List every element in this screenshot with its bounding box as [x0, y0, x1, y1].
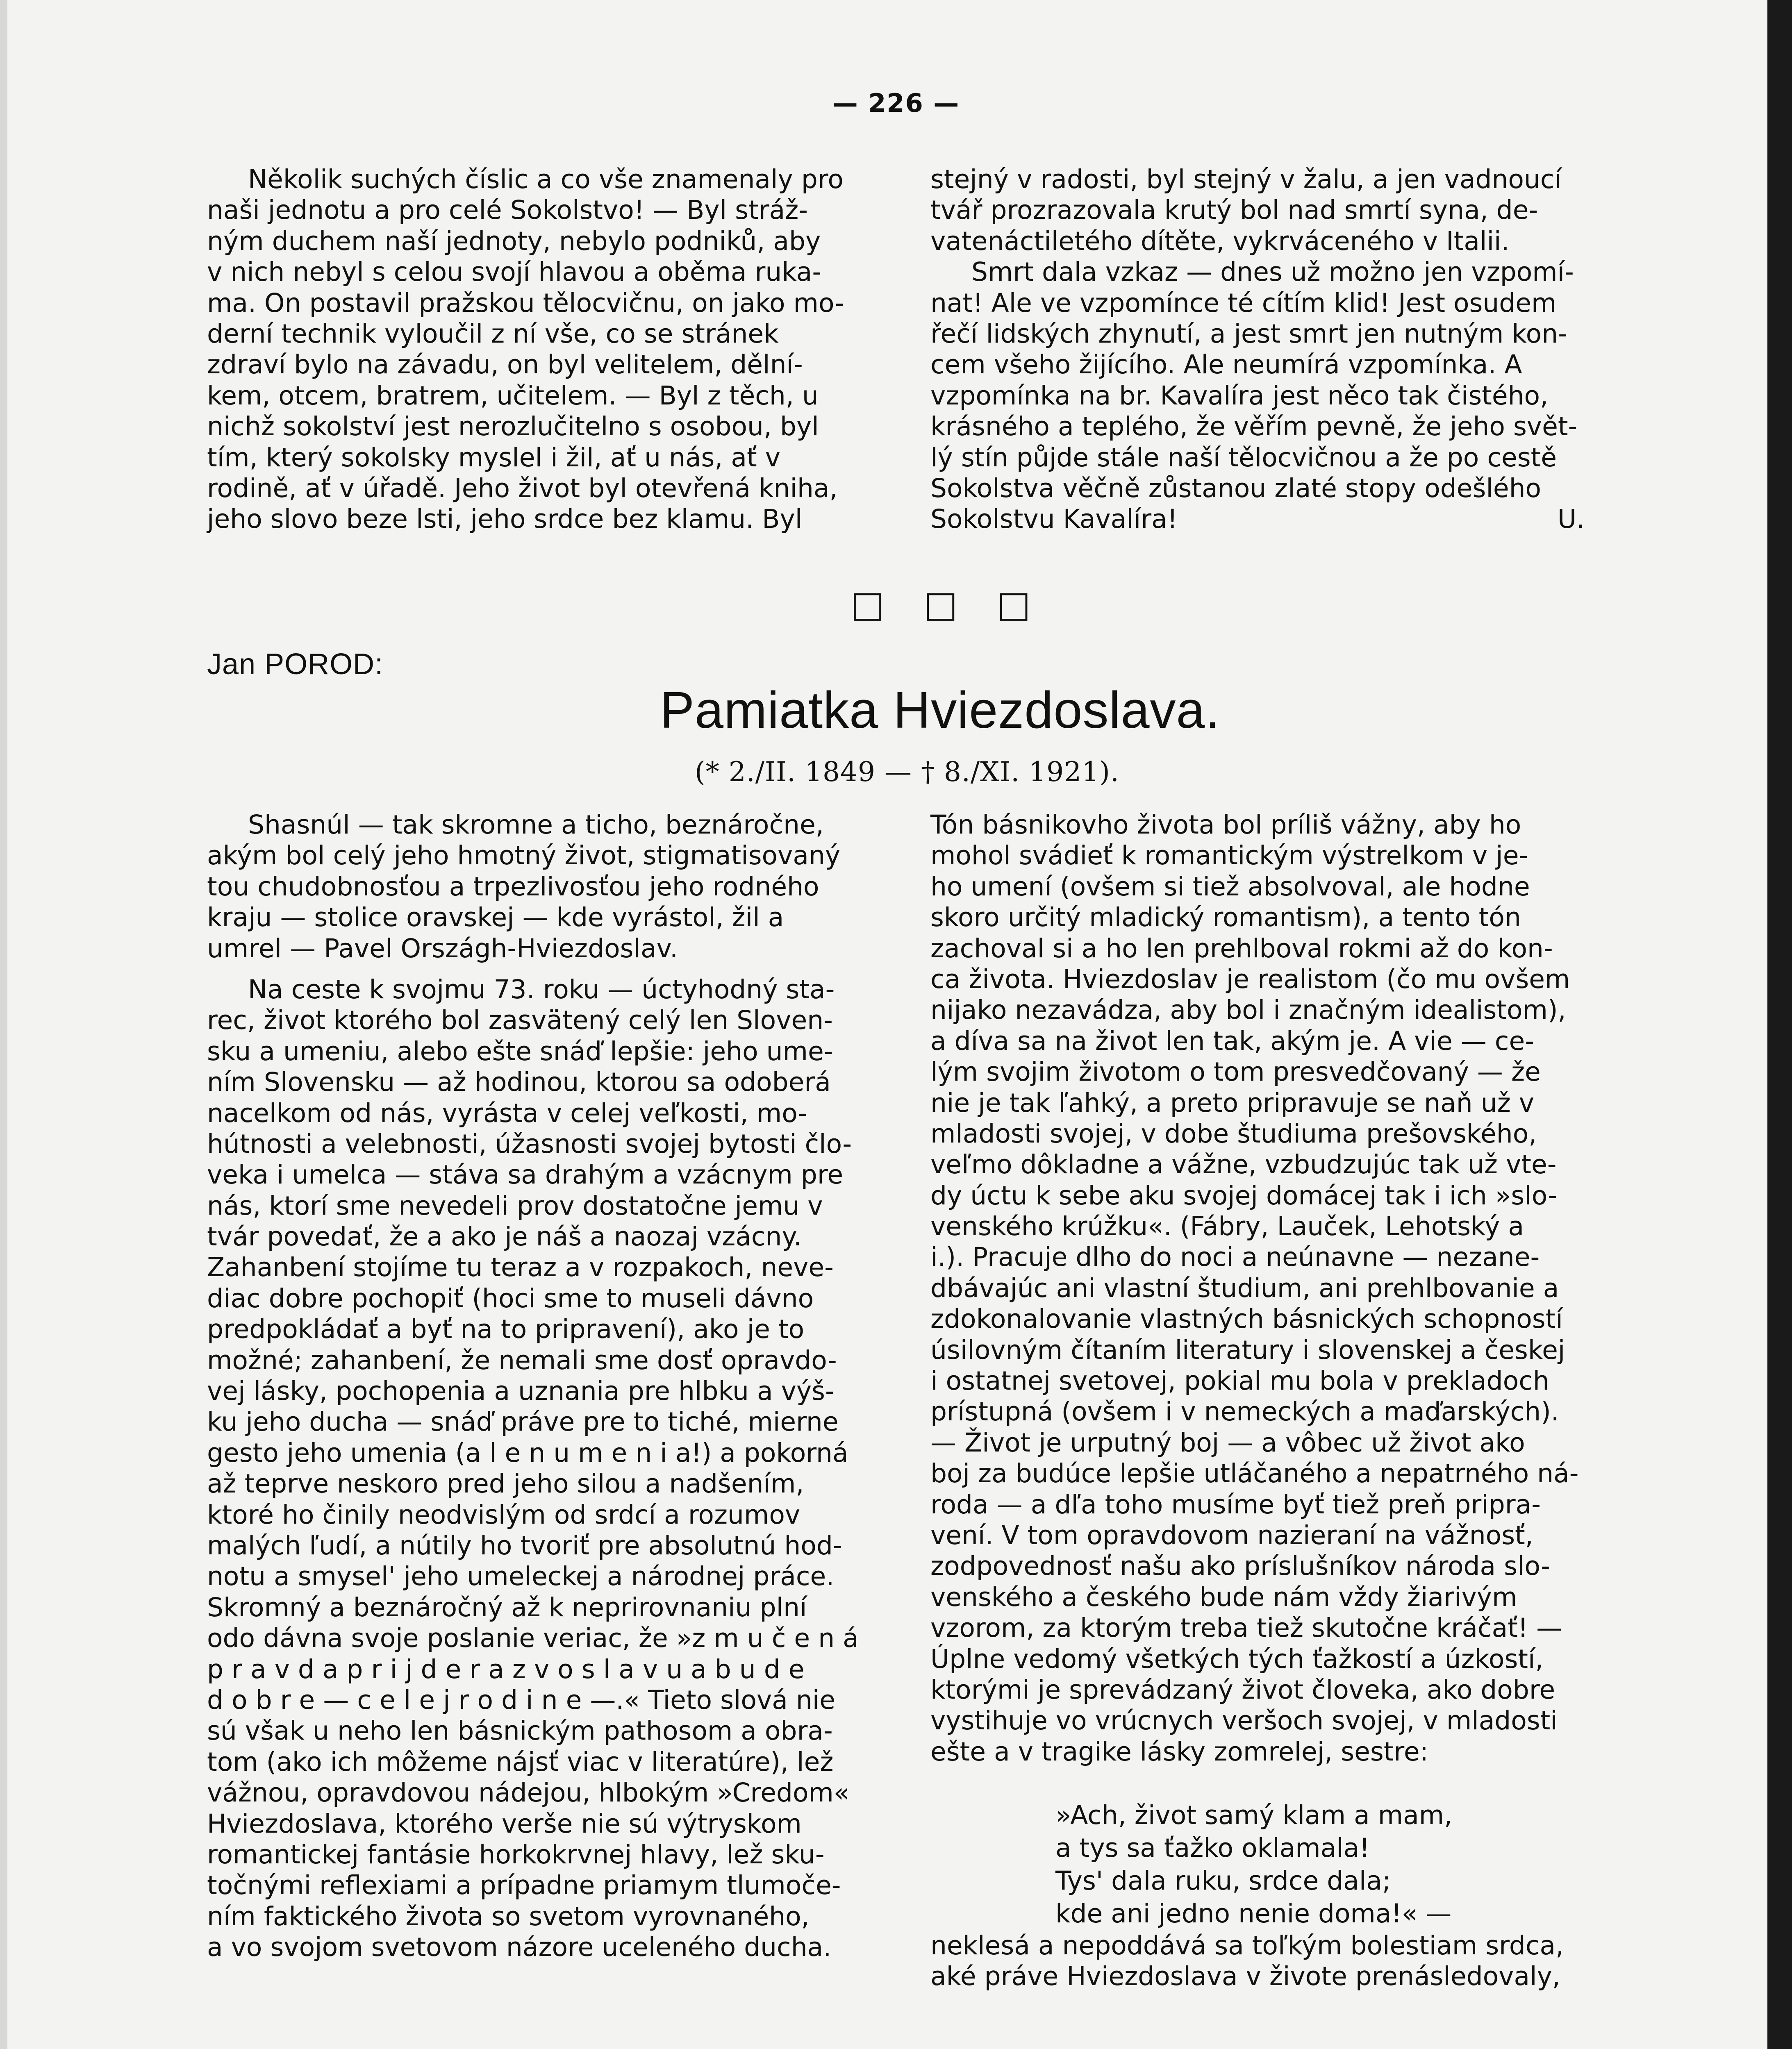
text-line: Několik suchých číslic a co vše znamenaly pro	[248, 164, 844, 194]
poem-line: a tys sa ťažko oklamala!	[1055, 1833, 1370, 1863]
text-line: dbávajúc ani vlastní študium, ani prehlbovanie a	[930, 1273, 1559, 1303]
text-line: Shasnúl — tak skromne a ticho, beznáročne,	[248, 810, 824, 840]
article-title: Pamiatka Hviezdoslava.	[660, 681, 1220, 739]
text-line: zdokonalovanie vlastných básnických schopností	[930, 1304, 1563, 1334]
text-fragment: Sokolstvu Kavalíra!	[930, 504, 1178, 534]
text-line: ešte a v tragike lásky zomrelej, sestre:	[930, 1736, 1428, 1767]
text-line: sku a umeniu, alebo ešte snáď lepšie: jeho ume-	[207, 1036, 833, 1066]
text-line: a vo svojom svetovom názore uceleného ducha.	[207, 1932, 832, 1963]
article-left-column	[207, 809, 859, 1963]
text-line: tou chudobnosťou a trpezlivosťou jeho rodného	[207, 871, 819, 902]
text-line: umrel — Pavel Országh-Hviezdoslav.	[207, 933, 678, 963]
article-closing-lines	[930, 1930, 1564, 1992]
poem-line: kde ani jedno nenie doma!« —	[1055, 1899, 1452, 1929]
text-line: tvár povedať, že a ako je náš a naozaj vzácny.	[207, 1222, 802, 1252]
text-line: — Život je urputný boj — a vôbec už život ako	[930, 1427, 1525, 1458]
section-separator	[851, 583, 1031, 625]
text-line: nacelkom od nás, vyrásta v celej veľkosti, mo-	[207, 1098, 807, 1128]
text-line: prístupná (ovšem i v nemeckých a maďarských).	[930, 1397, 1559, 1427]
text-line: zodpovednosť našu ako príslušníkov národa slo-	[930, 1551, 1550, 1581]
text-line: malých ľudí, a nútily ho tvoriť pre absolutnú hod-	[207, 1530, 842, 1561]
text-line: ním faktického života so svetom vyrovnaného,	[207, 1901, 810, 1931]
text-line: veka i umelca — stáva sa drahým a vzácnym pre	[207, 1160, 844, 1190]
text-line: kem, otcem, bratrem, učitelem. — Byl z těch, u	[207, 380, 819, 411]
text-line: lý stín půjde stále naší tělocvičnou a že po cestě	[930, 442, 1557, 472]
text-line: ma. On postavil pražskou tělocvičnu, on jako mo-	[207, 288, 844, 318]
text-line: hútnosti a velebnosti, úžasnosti svojej bytosti člo-	[207, 1129, 852, 1159]
text-line: diac dobre pochopiť (hoci sme to museli dávno	[207, 1283, 814, 1313]
text-line: ktorými je sprevádzaný život človeka, ako dobre	[930, 1674, 1555, 1705]
text-line: nichž sokolství jest nerozlučitelno s osobou, byl	[207, 411, 819, 442]
text-line: Sokolstva věčně zůstanou zlaté stopy odešlého	[930, 473, 1542, 503]
text-line: vatenáctiletého dítěte, vykrváceného v Italii.	[930, 226, 1510, 256]
text-line: nijako nezavádza, aby bol i značným idealistom),	[930, 995, 1566, 1025]
text-line: rodině, ať v úřadě. Jeho život byl otevřená kniha,	[207, 473, 838, 503]
text-line: akým bol celý jeho hmotný život, stigmatisovaný	[207, 840, 841, 871]
text-line-with-signature	[930, 504, 1619, 534]
text-line: predpokládať a byť na to pripravení), ako je to	[207, 1314, 805, 1345]
text-line: nie je tak ľahký, a preto pripravuje se naň už v	[930, 1088, 1535, 1118]
text-line: Úplne vedomý všetkých tých ťažkostí a úzkostí,	[930, 1644, 1544, 1674]
text-line: Na ceste k svojmu 73. roku — úctyhodný sta-	[248, 974, 835, 1004]
text-line: možné; zahanbení, že nemali sme dosť opravdo-	[207, 1345, 837, 1375]
text-line: ným duchem naší jednoty, nebylo podniků, aby	[207, 226, 821, 256]
article-right-column	[930, 809, 1578, 1767]
text-line: sú však u neho len básnickým pathosom a obra-	[207, 1716, 833, 1746]
text-line: zachoval si a ho len prehlboval rokmi až do kon-	[930, 933, 1553, 963]
text-line: odo dávna svoje poslanie veriac, že »z m u č e n á	[207, 1623, 859, 1654]
text-line: Zahanbení stojíme tu teraz a v rozpakoch, neve-	[207, 1252, 834, 1283]
square-ornament-icon: □	[923, 583, 958, 625]
text-line: naši jednotu a pro celé Sokolstvo! — Byl stráž-	[207, 195, 808, 225]
text-line: točnými reflexiami a prípadne priamym tlumoče-	[207, 1870, 841, 1901]
text-line: i.). Pracuje dlho do noci a neúnavne — nezane-	[930, 1242, 1540, 1272]
text-line: neklesá a nepoddává sa toľkým bolestiam srdca,	[930, 1931, 1564, 1960]
text-line: ca života. Hviezdoslav je realistom (čo mu ovšem	[930, 964, 1570, 994]
text-line: Skromný a beznáročný až k neprirovnaniu plní	[207, 1592, 807, 1622]
text-line: mohol svádieť k romantickým výstrelkom v je-	[930, 840, 1528, 871]
text-line: rec, život ktorého bol zasvätený celý len Sloven-	[207, 1005, 833, 1036]
text-line: venského a českého bude nám vždy žiarivým	[930, 1582, 1517, 1612]
text-line: řečí lidských zhynutí, a jest smrt jen nutným kon-	[930, 318, 1567, 349]
text-line: venského krúžku«. (Fábry, Lauček, Lehotský a	[930, 1211, 1524, 1242]
text-line: i ostatnej svetovej, pokial mu bola v prekladoch	[930, 1366, 1549, 1396]
text-line: vej lásky, pochopenia a uznania pre hlbku a výš-	[207, 1376, 835, 1406]
article-dates: (* 2./II. 1849 — † 8./XI. 1921).	[695, 756, 1119, 788]
square-ornament-icon: □	[996, 583, 1031, 625]
poem-line: »Ach, život samý klam a mam,	[1055, 1800, 1453, 1830]
text-line: jeho slovo beze lsti, jeho srdce bez klamu. Byl	[207, 504, 803, 534]
text-line: cem všeho žijícího. Ale neumírá vzpomínka. A	[930, 350, 1522, 380]
text-line: nás, ktorí sme nevedeli prov dostatočne jemu v	[207, 1190, 823, 1221]
text-line: lým svojim životom o tom presvedčovaný — že	[930, 1057, 1541, 1087]
text-line: tom (ako ich môžeme nájsť viac v literatúre), lež	[207, 1747, 834, 1777]
text-line: nat! Ale ve vzpomínce té cítím klid! Jest osudem	[930, 288, 1557, 318]
signature: U.	[1558, 504, 1585, 534]
text-line: aké práve Hviezdoslava v živote prenásledovaly,	[930, 1961, 1560, 1992]
square-ornament-icon: □	[851, 583, 885, 625]
poem-line: Tys' dala ruku, srdce dala;	[1055, 1866, 1391, 1896]
text-line: p r a v d a p r i j d e r a z v o s l a v u a b u d e	[207, 1654, 805, 1684]
text-line: Tón básnikovho života bol príliš vážny, aby ho	[930, 810, 1521, 840]
text-line: úsilovným čítaním literatury i slovenskej a českej	[930, 1335, 1565, 1365]
text-line: až teprve neskoro pred jeho silou a nadšením,	[207, 1469, 804, 1499]
text-line: v nich nebyl s celou svojí hlavou a oběma ruka-	[207, 257, 822, 287]
text-line: vážnou, opravdovou nádejou, hlbokým »Credom«	[207, 1778, 850, 1808]
text-line: ku jeho ducha — snáď práve pre to tiché, mierne	[207, 1407, 839, 1437]
text-line: Smrt dala vzkaz — dnes už možno jen vzpomí-	[971, 257, 1574, 287]
text-line: zdraví bylo na závadu, on byl velitelem, dělní-	[207, 350, 803, 380]
text-line: dy úctu k sebe aku svojej domácej tak i ich »slo-	[930, 1180, 1558, 1211]
page-number: — 226 —	[832, 88, 960, 118]
text-line: mladosti svojej, v dobe študiuma prešovského,	[930, 1118, 1537, 1149]
article-author: Jan POROD:	[207, 648, 384, 681]
page-edge-right	[1767, 0, 1792, 2049]
text-line: gesto jeho umenia (a l e n u m e n i a!) a pokorná	[207, 1438, 848, 1468]
text-line: boj za budúce lepšie utláčaného a nepatrného ná-	[930, 1458, 1579, 1489]
text-line: roda — a dľa toho musíme byť tiež preň pripra-	[930, 1489, 1541, 1520]
obituary-left-column	[207, 164, 844, 535]
text-line: veľmo dôkladne a vážne, vzbudzujúc tak už vte-	[930, 1149, 1557, 1180]
text-line: stejný v radosti, byl stejný v žalu, a jen vadnoucí	[930, 164, 1562, 194]
text-line: skoro určitý mladický romantism), a tento tón	[930, 902, 1521, 933]
text-line: ktoré ho činily neodvislým od srdcí a rozumov	[207, 1499, 800, 1530]
text-line: krásného a teplého, že věřím pevně, že jeho svět-	[930, 411, 1578, 442]
text-line: kraju — stolice oravskej — kde vyrástol, žil a	[207, 902, 784, 933]
text-line: a díva sa na život len tak, akým je. A vie — ce-	[930, 1026, 1534, 1056]
text-line: Hviezdoslava, ktorého verše nie sú výtryskom	[207, 1808, 802, 1839]
text-line: ním Slovensku — až hodinou, ktorou sa odoberá	[207, 1067, 831, 1097]
text-line: notu a smysel' jeho umeleckej a národnej práce.	[207, 1561, 835, 1592]
obituary-right-column	[930, 164, 1619, 535]
text-line: vení. V tom opravdovom nazieraní na vážnosť,	[930, 1520, 1533, 1550]
text-line: vystihuje vo vrúcnych veršoch svojej, v mladosti	[930, 1706, 1558, 1736]
poem-quote	[1055, 1799, 1452, 1930]
text-line: vzorom, za ktorým treba tiež skutočne kráčať! —	[930, 1613, 1562, 1643]
text-line: d o b r e — c e l e j r o d i n e —.« Tieto slová nie	[207, 1685, 836, 1715]
text-line: romantickej fantásie horkokrvnej hlavy, lež sku-	[207, 1839, 825, 1870]
text-line: derní technik vyloučil z ní vše, co se stránek	[207, 318, 779, 349]
text-line: ho umení (ovšem si tiež absolvoval, ale hodne	[930, 871, 1530, 902]
text-line: vzpomínka na br. Kavalíra jest něco tak čistého,	[930, 380, 1549, 411]
page-edge-left	[0, 0, 7, 2049]
text-line: tím, který sokolsky myslel i žil, ať u nás, ať v	[207, 442, 781, 472]
text-line: tvář prozrazovala krutý bol nad smrtí syna, de-	[930, 195, 1538, 225]
